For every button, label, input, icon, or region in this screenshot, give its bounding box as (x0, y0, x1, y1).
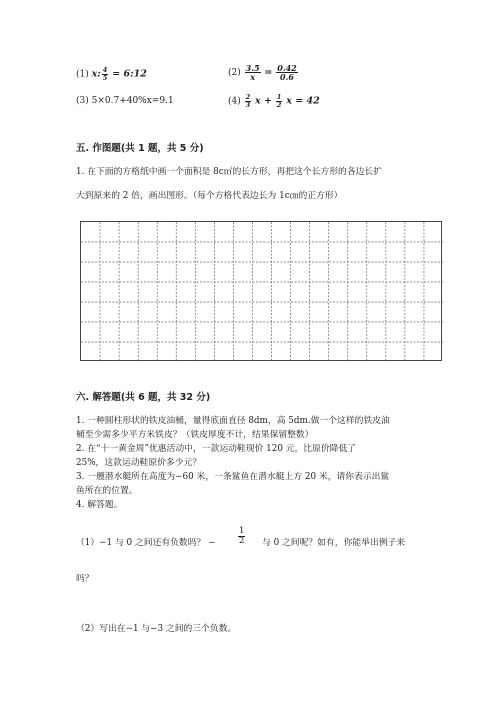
equation-1 (76, 67, 147, 81)
section-6-q1-line1: 1. 一种圆柱形状的铁皮油桶，量得底面直径 8dm，高 5dm.做一个这样的铁皮油 (76, 416, 390, 426)
equation-2 (228, 64, 299, 81)
fraction-denominator: 0.6 (280, 72, 294, 82)
sub-question-1-fraction (238, 527, 245, 547)
section-6-q1-line2: 桶至少需多少平方米铁皮？（铁皮厚度不计，结果保留整数） (76, 430, 314, 440)
fraction-numerator: 1 (239, 526, 245, 536)
section-5-q1-line2: 大到原来的 2 倍，画出图形。（每个方格代表边长为 1c㎝的正方形） (76, 191, 343, 201)
fraction-denominator: x (250, 72, 255, 82)
section-5-title: 五. 作图题(共 1 题，共 5 分) (76, 143, 204, 154)
fraction-denominator: 3 (245, 100, 251, 109)
fraction-denominator: 5 (102, 73, 108, 82)
sub-question-1-part-c: 吗？ (76, 574, 94, 584)
fraction-numerator: 3.5 (245, 63, 260, 73)
fraction-denominator: 2 (239, 536, 245, 547)
equation-4 (228, 94, 320, 108)
section-6-q4: 4. 解答题。 (76, 500, 123, 510)
sub-question-2: （2）写出在−1 与−3 之间的三个负数。 (76, 624, 237, 634)
grid-paper[interactable] (80, 221, 442, 361)
equation-rhs: x = 42 (286, 95, 320, 107)
fraction-denominator: 2 (276, 100, 282, 109)
equation-3: (3) 5×0.7+40%x=9.1 (76, 96, 174, 106)
equation-term: x + (255, 95, 272, 107)
section-6-title: 六. 解答题(共 6 题，共 32 分) (76, 392, 211, 403)
section-6-q3-line2: 鱼所在的位置。 (76, 486, 138, 496)
grid-lines (81, 222, 443, 362)
section-6-q3-line1: 3. 一艘潜水艇所在高度为−60 米，一条鲨鱼在潜水艇上方 20 米，请你表示出鲨 (76, 472, 390, 482)
equation-number: (2) (228, 68, 241, 78)
equation-variable: x: (91, 68, 101, 80)
equals-sign: = (264, 67, 273, 78)
equation-rhs: = 6:12 (112, 68, 147, 80)
section-6-q2-line2: 25%，这款运动鞋原价多少元？ (76, 458, 202, 468)
fraction-numerator: 0.42 (277, 63, 297, 73)
section-6-q2-line1: 2. 在“十一黄金周”优惠活动中，一款运动鞋现价 120 元，比原价降低了 (76, 444, 357, 454)
fraction-numerator: 2 (245, 93, 251, 101)
fraction-numerator: 4 (102, 66, 108, 74)
equation-number: (4) (228, 96, 241, 107)
sub-question-1-part-a: （1）−1 与 0 之间还有负数吗？ − (76, 538, 216, 548)
section-5-q1-line1: 1. 在下面的方格纸中画一个面积是 8c㎡的长方形，再把这个长方形的各边长扩 (76, 167, 383, 177)
sub-question-1-part-b: 与 0 之间呢？如有，你能举出例子来 (262, 538, 406, 548)
equation-number: (1) (76, 69, 89, 80)
fraction-numerator: 1 (276, 93, 282, 101)
